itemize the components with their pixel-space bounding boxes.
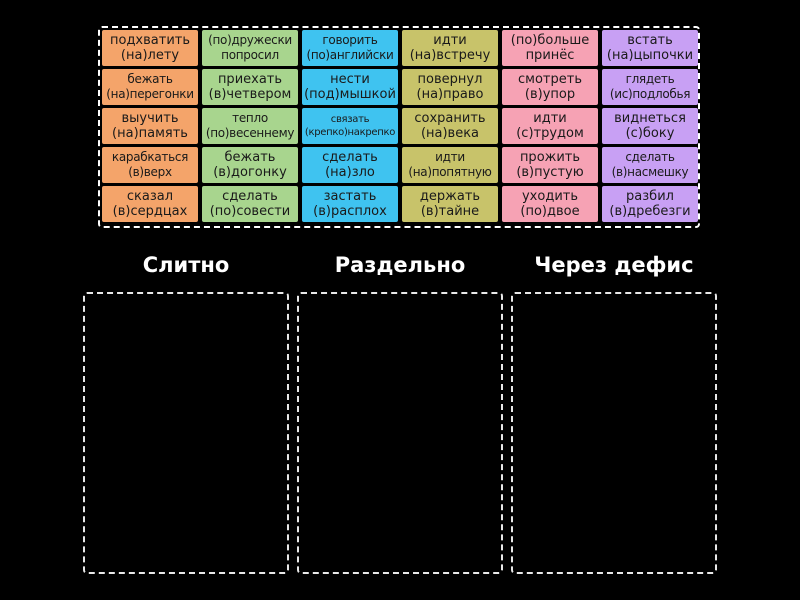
- word-card[interactable]: идти (с)трудом: [502, 108, 598, 144]
- word-card[interactable]: (по)дружески попросил: [202, 30, 298, 66]
- drop-zone-separate[interactable]: [297, 292, 503, 574]
- word-card[interactable]: выучить (на)память: [102, 108, 198, 144]
- word-card[interactable]: тепло (по)весеннему: [202, 108, 298, 144]
- word-card[interactable]: говорить (по)английски: [302, 30, 398, 66]
- word-card[interactable]: смотреть (в)упор: [502, 69, 598, 105]
- word-card[interactable]: разбил (в)дребезги: [602, 186, 698, 222]
- word-card[interactable]: застать (в)расплох: [302, 186, 398, 222]
- word-card[interactable]: подхватить (на)лету: [102, 30, 198, 66]
- word-card[interactable]: нести (под)мышкой: [302, 69, 398, 105]
- word-card[interactable]: идти (на)встречу: [402, 30, 498, 66]
- word-card[interactable]: виднеться (с)боку: [602, 108, 698, 144]
- word-card[interactable]: прожить (в)пустую: [502, 147, 598, 183]
- category-heading-separate: Раздельно: [334, 253, 466, 277]
- drop-zone-merged[interactable]: [83, 292, 289, 574]
- word-card[interactable]: сделать (по)совести: [202, 186, 298, 222]
- word-card[interactable]: сделать (в)насмешку: [602, 147, 698, 183]
- category-heading-merged: Слитно: [142, 253, 230, 277]
- word-card[interactable]: глядеть (ис)подлобья: [602, 69, 698, 105]
- word-card[interactable]: уходить (по)двое: [502, 186, 598, 222]
- drop-zone-hyphen[interactable]: [511, 292, 717, 574]
- word-card[interactable]: бежать (в)догонку: [202, 147, 298, 183]
- card-grid: [102, 30, 698, 226]
- word-card[interactable]: встать (на)цыпочки: [602, 30, 698, 66]
- word-card[interactable]: приехать (в)четвером: [202, 69, 298, 105]
- word-card[interactable]: сохранить (на)века: [402, 108, 498, 144]
- word-card[interactable]: сказал (в)сердцах: [102, 186, 198, 222]
- word-card[interactable]: карабкаться (в)верх: [102, 147, 198, 183]
- word-card[interactable]: идти (на)попятную: [402, 147, 498, 183]
- word-card[interactable]: держать (в)тайне: [402, 186, 498, 222]
- category-heading-hyphen: Через дефис: [534, 253, 694, 277]
- word-card[interactable]: сделать (на)зло: [302, 147, 398, 183]
- word-card[interactable]: связать (крепко)накрепко: [302, 108, 398, 144]
- word-card[interactable]: повернул (на)право: [402, 69, 498, 105]
- word-card[interactable]: бежать (на)перегонки: [102, 69, 198, 105]
- word-card[interactable]: (по)больше принёс: [502, 30, 598, 66]
